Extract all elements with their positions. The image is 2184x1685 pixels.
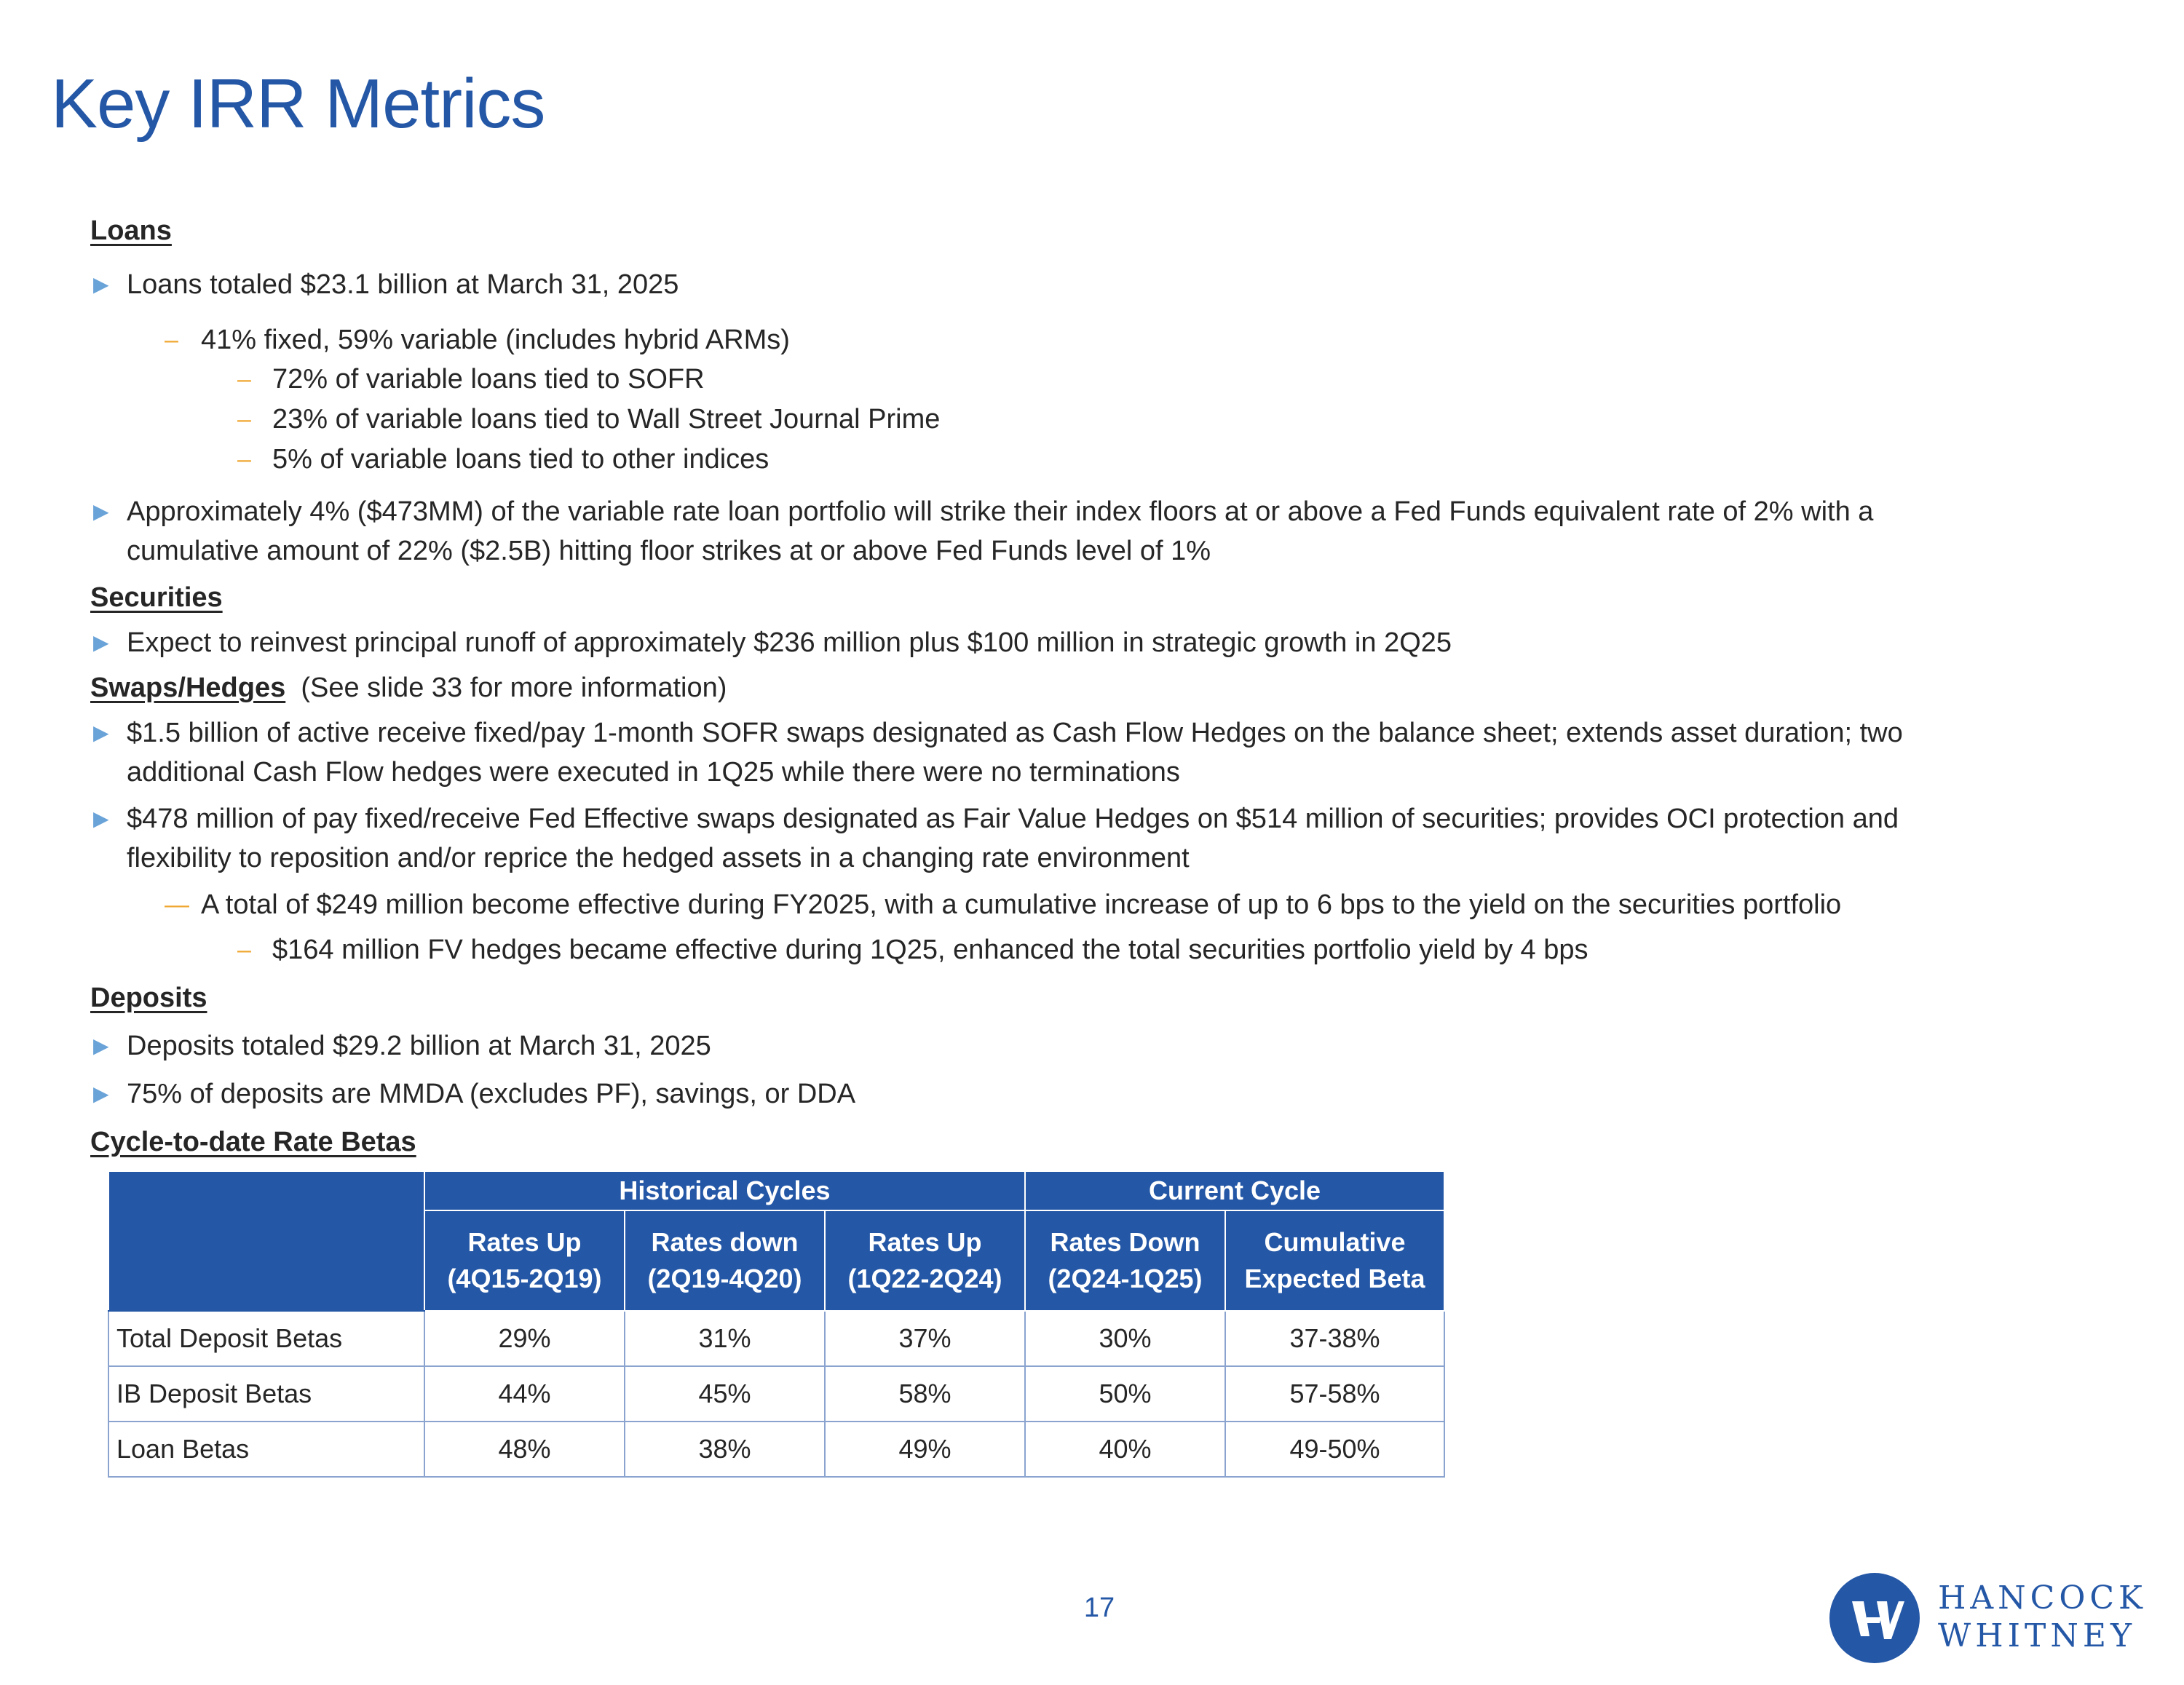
hw-logo-icon [1829, 1572, 1920, 1664]
deposits-bullet-1: Deposits totaled $29.2 billion at March 31, 2025 [127, 1031, 711, 1061]
loans-bullet-1: Loans totaled $23.1 billion at March 31, 2025 [127, 269, 679, 300]
column-header-line-2: (2Q24-1Q25) [1048, 1264, 1203, 1293]
dash-bullet-icon: – [237, 445, 251, 473]
column-header-line-2: Expected Beta [1244, 1264, 1425, 1293]
logo-text-line-1: HANCOCK [1938, 1579, 2147, 1617]
triangle-bullet-icon: ▶ [93, 1034, 109, 1057]
dash-bullet-icon: – [165, 326, 178, 354]
historical-cycles-header: Historical Cycles [424, 1171, 1025, 1210]
table-cell: 37-38% [1225, 1311, 1444, 1366]
table-row [108, 1422, 1444, 1477]
loans-heading: Loans [90, 215, 172, 246]
swaps-heading: Swaps/Hedges [90, 673, 286, 703]
swaps-sub-1: A total of $249 million become effective during FY2025, with a cumulative increase of up to 6 bps to the yield on the securities portfolio [201, 889, 1842, 920]
table-cell: 31% [625, 1311, 825, 1366]
loans-subsub-3: 5% of variable loans tied to other indices [272, 444, 769, 475]
column-header-line-1: Cumulative [1264, 1227, 1406, 1257]
swaps-heading-row [90, 668, 727, 707]
dash-bullet-icon: – [237, 405, 251, 433]
swaps-bullet-1-line-2: additional Cash Flow hedges were executed in 1Q25 while there were no terminations [127, 757, 1180, 788]
column-header-line-1: Rates down [651, 1227, 799, 1257]
rate-betas-table [108, 1170, 1445, 1478]
column-header-line-1: Rates Up [868, 1227, 982, 1257]
loans-subsub-2: 23% of variable loans tied to Wall Street Journal Prime [272, 404, 941, 435]
table-cell: 58% [825, 1366, 1025, 1422]
table-cell: 30% [1025, 1311, 1225, 1366]
column-header-line-1: Rates Up [467, 1227, 582, 1257]
column-header [625, 1210, 825, 1311]
deposits-bullet-2: 75% of deposits are MMDA (excludes PF), savings, or DDA [127, 1079, 856, 1109]
page-title: Key IRR Metrics [51, 65, 545, 143]
triangle-bullet-icon: ▶ [93, 500, 109, 523]
swaps-bullet-2-line-2: flexibility to reposition and/or reprice the hedged assets in a changing rate environment [127, 843, 1190, 873]
table-cell: 37% [825, 1311, 1025, 1366]
loans-bullet-2-line-2: cumulative amount of 22% ($2.5B) hitting floor strikes at or above Fed Funds level of 1% [127, 536, 1211, 566]
triangle-bullet-icon: ▶ [93, 273, 109, 296]
row-label: Loan Betas [108, 1422, 424, 1477]
current-cycle-header: Current Cycle [1025, 1171, 1444, 1210]
table-cell: 49-50% [1225, 1422, 1444, 1477]
company-logo [1829, 1572, 2147, 1667]
triangle-bullet-icon: ▶ [93, 1082, 109, 1105]
table-cell: 48% [424, 1422, 625, 1477]
loans-subsub-1: 72% of variable loans tied to SOFR [272, 364, 705, 395]
row-label: IB Deposit Betas [108, 1366, 424, 1422]
loans-sub-1: 41% fixed, 59% variable (includes hybrid ARMs) [201, 325, 790, 355]
column-header [825, 1210, 1025, 1311]
column-header [1225, 1210, 1444, 1311]
triangle-bullet-icon: ▶ [93, 631, 109, 654]
securities-bullet-1: Expect to reinvest principal runoff of approximately $236 million plus $100 million in strategic growth in 2Q25 [127, 627, 1452, 658]
logo-text-line-2: WHITNEY [1938, 1617, 2136, 1654]
table-cell: 40% [1025, 1422, 1225, 1477]
table-cell: 45% [625, 1366, 825, 1422]
page-number: 17 [1083, 1593, 1115, 1623]
dash-bullet-icon: — [165, 891, 189, 919]
column-header [1025, 1210, 1225, 1311]
column-header [424, 1210, 625, 1311]
column-header-line-2: (2Q19-4Q20) [647, 1264, 802, 1293]
triangle-bullet-icon: ▶ [93, 807, 109, 830]
table-corner-cell [108, 1171, 424, 1311]
loans-bullet-2-line-1: Approximately 4% ($473MM) of the variable rate loan portfolio will strike their index floors at or above a Fed Funds equivalent rate of 2% with a [127, 496, 1874, 527]
triangle-bullet-icon: ▶ [93, 721, 109, 744]
table-cell: 49% [825, 1422, 1025, 1477]
swaps-subsub-1: $164 million FV hedges became effective during 1Q25, enhanced the total securities portfolio yield by 4 bps [272, 935, 1588, 965]
dash-bullet-icon: – [237, 365, 251, 393]
table-cell: 57-58% [1225, 1366, 1444, 1422]
swaps-bullet-1-line-1: $1.5 billion of active receive fixed/pay 1-month SOFR swaps designated as Cash Flow Hedges on the balance sheet; extends asset duration; two [127, 718, 1903, 748]
dash-bullet-icon: – [237, 936, 251, 964]
column-header-line-1: Rates Down [1050, 1227, 1200, 1257]
table-cell: 29% [424, 1311, 625, 1366]
column-header-line-2: (4Q15-2Q19) [447, 1264, 602, 1293]
table-cell: 38% [625, 1422, 825, 1477]
swaps-bullet-2-line-1: $478 million of pay fixed/receive Fed Effective swaps designated as Fair Value Hedges on $514 million of securities; provides OCI protection and [127, 804, 1899, 834]
table-group-header-row [108, 1171, 1444, 1210]
row-label: Total Deposit Betas [108, 1311, 424, 1366]
betas-heading: Cycle-to-date Rate Betas [90, 1127, 416, 1157]
column-header-line-2: (1Q22-2Q24) [847, 1264, 1002, 1293]
swaps-note: (See slide 33 for more information) [301, 673, 727, 703]
deposits-heading: Deposits [90, 983, 207, 1013]
table-cell: 50% [1025, 1366, 1225, 1422]
securities-heading: Securities [90, 582, 223, 613]
table-row [108, 1311, 1444, 1366]
table-row [108, 1366, 1444, 1422]
table-cell: 44% [424, 1366, 625, 1422]
